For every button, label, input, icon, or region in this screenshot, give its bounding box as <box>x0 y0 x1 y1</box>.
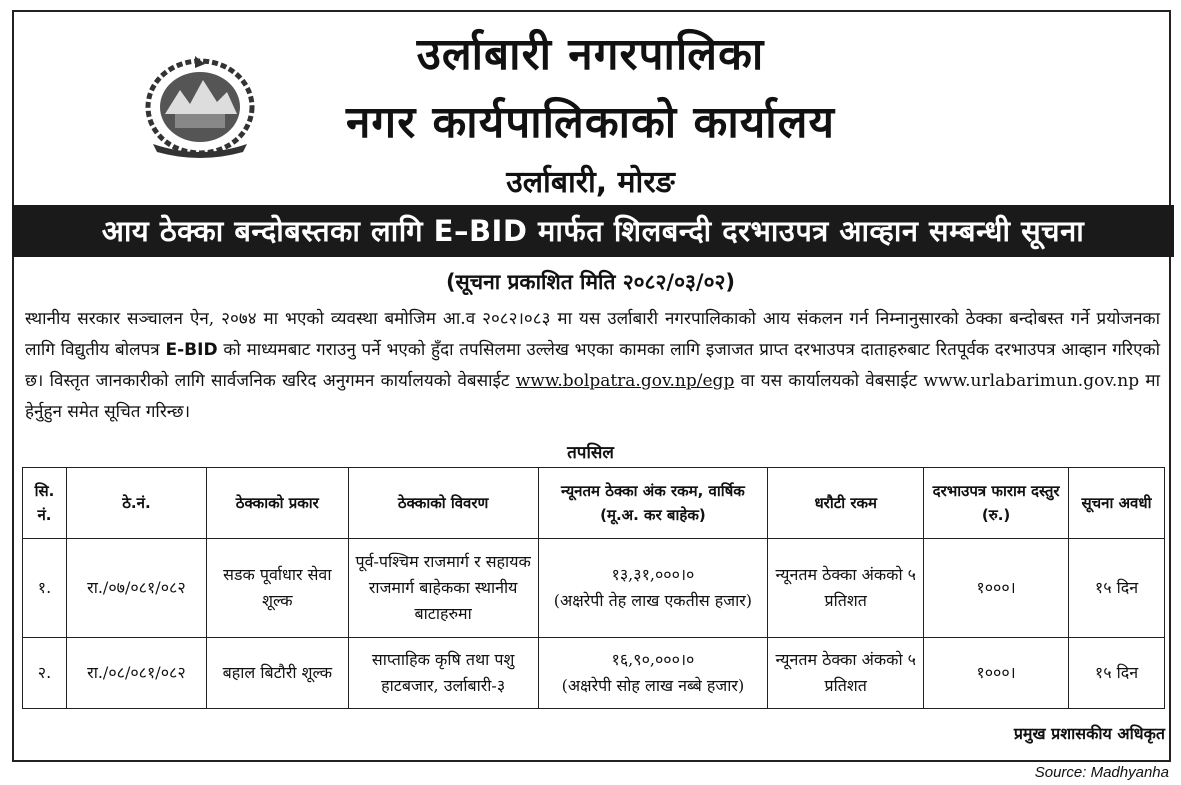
contract-table <box>22 467 1165 709</box>
contract-no-cell: रा./०७/०८१/०८२ <box>66 539 206 638</box>
period-cell: १५ दिन <box>1069 638 1165 709</box>
header-cell: ठेक्काको विवरण <box>348 468 538 539</box>
tapsil-heading: तपसिल <box>567 443 614 463</box>
source-credit: Source: Madhyanha <box>1034 764 1169 781</box>
office-title: नगर कार्यपालिकाको कार्यालय <box>346 97 835 148</box>
location-text: उर्लाबारी, मोरङ <box>506 165 675 200</box>
ebid-text: E-BID <box>165 340 218 360</box>
header-cell: ठे.नं. <box>66 468 206 539</box>
contract-no-cell: रा./०८/०८१/०८२ <box>66 638 206 709</box>
amount-words: (अक्षरेपी तेह लाख एकतीस हजार) <box>553 591 753 610</box>
notice-body <box>25 304 1160 428</box>
amount-value: १३,३१,०००।० <box>611 565 695 584</box>
publish-date: (सूचना प्रकाशित मिति २०८२/०३/०२) <box>445 270 736 294</box>
type-cell: सडक पूर्वाधार सेवा शूल्क <box>206 539 348 638</box>
table-row <box>23 638 1165 709</box>
header-cell: ठेक्काको प्रकार <box>206 468 348 539</box>
municipality-title: उर्लाबारी नगरपालिका <box>416 29 765 80</box>
fee-cell: १०००। <box>924 638 1069 709</box>
header-cell: दरभाउपत्र फाराम दस्तुर (रु.) <box>924 468 1069 539</box>
fee-cell: १०००। <box>924 539 1069 638</box>
header-cell: सूचना अवधी <box>1069 468 1165 539</box>
deposit-cell: न्यूनतम ठेक्का अंकको ५ प्रतिशत <box>768 638 924 709</box>
type-cell: बहाल बिटौरी शूल्क <box>206 638 348 709</box>
notice-banner: आय ठेक्का बन्दोबस्तका लागि E–BID मार्फत शिलबन्दी दरभाउपत्र आव्हान सम्बन्धी सूचना <box>12 205 1174 257</box>
sn-cell: १. <box>23 539 67 638</box>
period-cell: १५ दिन <box>1069 539 1165 638</box>
description-cell: पूर्व-पश्चिम राजमार्ग र सहायक राजमार्ग बाहेकका स्थानीय बाटाहरुमा <box>348 539 538 638</box>
amount-cell <box>538 638 768 709</box>
header-cell: सि. नं. <box>23 468 67 539</box>
header-cell: न्यूनतम ठेक्का अंक रकम, वार्षिक (मू.अ. कर बाहेक) <box>538 468 768 539</box>
bolpatra-link[interactable]: www.bolpatra.gov.np/egp <box>515 371 735 391</box>
amount-value: १६,९०,०००।० <box>611 650 695 669</box>
table-header-row <box>23 468 1165 539</box>
header-cell: धरौटी रकम <box>768 468 924 539</box>
body-text-part3: वा यस कार्यालयको वेबसाईट www.urlabarimun.gov.np मा हेर्नुहुन समेत सूचित गरिन्छ। <box>25 371 1160 422</box>
body-text-part1: स्थानीय सरकार सञ्चालन ऐन, २०७४ मा भएको व्यवस्था बमोजिम आ.व २०८२।०८३ मा यस उर्लाबारी नगरपालिकाको आय संकलन गर्न निम्नानुसारको ठेक्का बन्दोबस्त गर्ने प्रयोजनका लागि विद्युतीय बोलपत्र <box>25 309 1160 360</box>
description-cell: साप्ताहिक कृषि तथा पशु हाटबजार, उर्लाबारी-३ <box>348 638 538 709</box>
amount-cell <box>538 539 768 638</box>
table-row <box>23 539 1165 638</box>
sn-cell: २. <box>23 638 67 709</box>
signer-title: प्रमुख प्रशासकीय अधिकृत <box>1013 724 1165 743</box>
deposit-cell: न्यूनतम ठेक्का अंकको ५ प्रतिशत <box>768 539 924 638</box>
body-text-part2: को माध्यमबाट गराउनु पर्ने भएको हुँदा तपसिलमा उल्लेख भएका कामका लागि इजाजत प्राप्त दरभाउपत्र दाताहरुबाट रितपूर्वक दरभाउपत्र आव्हान गरिएको छ। विस्तृत जानकारीको लागि सार्वजनिक खरिद अनुगमन कार्यालयको वेबसाईट <box>25 340 1160 391</box>
amount-words: (अक्षरेपी सोह लाख नब्बे हजार) <box>561 676 745 695</box>
